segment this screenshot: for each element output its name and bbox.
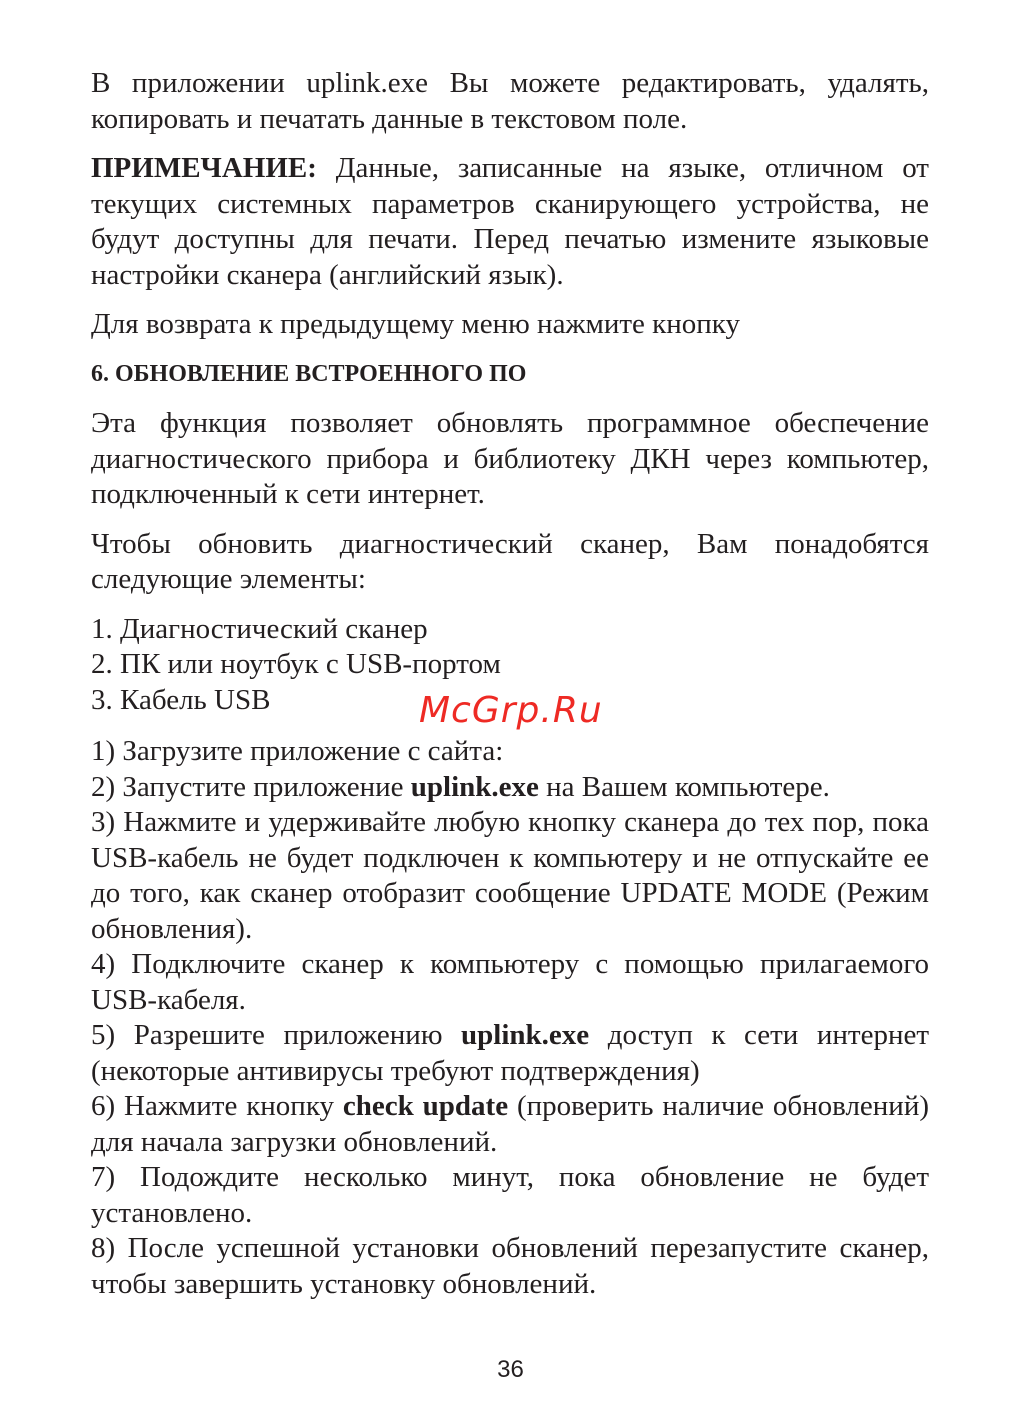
list-item: 1. Диагностический сканер: [91, 612, 428, 645]
step-1: 1) Загрузите приложение с сайта:: [91, 735, 504, 767]
return-instruction: Для возврата к предыдущему меню нажмите кнопку: [91, 308, 740, 340]
document-page: [91, 66, 929, 1302]
step-4: 4) Подключите сканер к компьютеру с помощью прилагаемого USB-кабеля.: [91, 948, 929, 1016]
note-paragraph: [91, 151, 929, 293]
section-heading: 6. ОБНОВЛЕНИЕ ВСТРОЕННОГО ПО: [91, 360, 527, 387]
note-text: Данные, записанные на языке, отличном от текущих системных параметров сканирующего устройства, не будут доступны для печати. Перед печатью измените языковые настройки сканера (английский язык).: [91, 152, 929, 291]
step-5-text-end: доступ к сети интернет (некоторые антивирусы требуют подтверждения): [91, 1019, 930, 1087]
requirements-intro: Чтобы обновить диагностический сканер, Вам понадобятся следующие элементы:: [91, 527, 929, 595]
step-6: [91, 1089, 929, 1160]
step-6-text-end: (проверить наличие обновлений) для начала загрузки обновлений.: [91, 1090, 930, 1158]
step-5-app-name: uplink.exe: [461, 1019, 590, 1051]
intro-paragraph: В приложении uplink.exe Вы можете редактировать, удалять, копировать и печатать данные в текстовом поле.: [91, 67, 929, 135]
step-7: 7) Подождите несколько минут, пока обновление не будет установлено.: [91, 1161, 929, 1229]
step-2-text: 2) Запустите приложение: [91, 770, 411, 803]
step-6-text: 6) Нажмите кнопку: [91, 1090, 343, 1122]
step-2-text-end: на Вашем компьютере.: [538, 770, 830, 803]
step-2: [91, 770, 929, 806]
watermark: McGrp.Ru: [419, 690, 603, 731]
step-8: 8) После успешной установки обновлений перезапустите сканер, чтобы завершить установку обновлений.: [91, 1232, 929, 1300]
step-5: [91, 1018, 929, 1089]
page-number: 36: [497, 1356, 524, 1383]
step-2-app-name: uplink.exe: [410, 770, 539, 803]
list-item: 3. Кабель USB: [91, 683, 271, 716]
step-6-button-name: check update: [342, 1090, 509, 1122]
step-5-text: 5) Разрешите приложению: [91, 1019, 462, 1051]
note-label: ПРИМЕЧАНИЕ:: [91, 152, 317, 184]
step-3: 3) Нажмите и удерживайте любую кнопку сканера до тех пор, пока USB-кабель не будет подключен к компьютеру и не отпускайте ее до того, как сканер отобразит сообщение UPDATE MODE (Режим обновления).: [91, 806, 929, 945]
steps-list: [91, 734, 929, 1302]
list-item: 2. ПК или ноутбук с USB-портом: [91, 648, 501, 680]
section-description: Эта функция позволяет обновлять программное обеспечение диагностического прибора и библиотеку ДКН через компьютер, подключенный к сети интернет.: [91, 407, 929, 510]
